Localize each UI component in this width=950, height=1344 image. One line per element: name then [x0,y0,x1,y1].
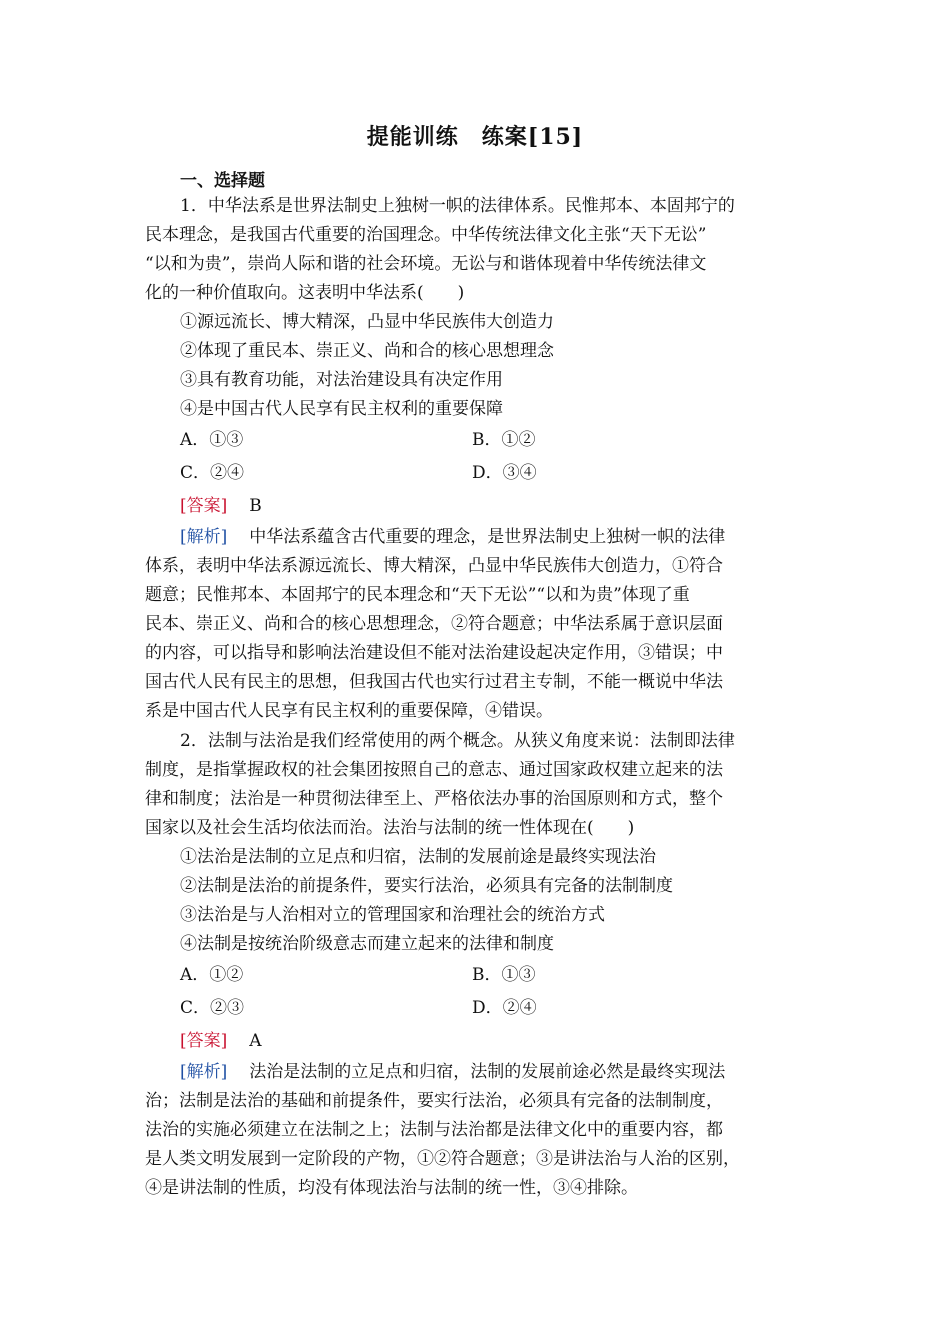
q1-analysis-line: 民本、崇正义、尚和合的核心思想理念，②符合题意；中华法系属于意识层面 [145,614,723,634]
q1-answer-label: [答案] [180,496,228,516]
q1-answer [145,490,815,523]
q1-analysis-line: 的内容，可以指导和影响法治建设但不能对法治建设起决定作用，③错误；中 [145,643,723,663]
q2-answer [145,1025,815,1058]
q2-option: ④法制是按统治阶级意志而建立起来的法律和制度 [180,934,554,954]
q2-answer-value: A [249,1031,262,1051]
q2-analysis-line: 是人类文明发展到一定阶段的产物，①②符合题意；③是讲法治与人治的区别， [145,1149,740,1169]
q2-choices-row [145,959,815,992]
q2-choice-b: B．①③ [472,965,536,985]
q1-analysis-line: 体系，表明中华法系源远流长、博大精深，凸显中华民族伟大创造力，①符合 [145,556,723,576]
q2-analysis-line: 法治的实施必须建立在法制之上；法制与法治都是法律文化中的重要内容，都 [145,1120,723,1140]
q2-choices-row [145,992,815,1025]
q1-stem-line: 1．中华法系是世界法制史上独树一帜的法律体系。民惟邦本、本固邦宁的 [180,196,735,216]
q1-option: ④是中国古代人民享有民主权利的重要保障 [180,399,503,419]
page-title: 提能训练 练案[15] [366,124,584,150]
q1-option: ③具有教育功能，对法治建设具有决定作用 [180,370,503,390]
q2-stem-line: 2．法制与法治是我们经常使用的两个概念。从狭义角度来说：法制即法律 [180,731,735,751]
q2-stem-line: 律和制度；法治是一种贯彻法律至上、严格依法办事的治国原则和方式，整个 [145,789,723,809]
q1-analysis [145,523,815,552]
q1-analysis-line: 系是中国古代人民享有民主权利的重要保障，④错误。 [145,701,553,721]
q1-analysis-line: 国古代人民有民主的思想，但我国古代也实行过君主专制，不能一概说中华法 [145,672,723,692]
q2-stem-line: 国家以及社会生活均依法而治。法治与法制的统一性体现在( ) [145,818,635,838]
q1-stem-line: “以和为贵”，崇尚人际和谐的社会环境。无讼与和谐体现着中华传统法律文 [145,254,707,274]
q2-analysis-line: 法治是法制的立足点和归宿，法制的发展前途必然是最终实现法 [249,1062,726,1082]
q1-choices-row [145,424,815,457]
q1-choice-a: A．①③ [180,430,244,450]
q1-choices-row [145,457,815,490]
q2-answer-label: [答案] [180,1031,228,1051]
q1-choice-d: D．③④ [472,463,537,483]
q2-option: ②法制是法治的前提条件，要实行法治，必须具有完备的法制制度 [180,876,673,896]
q2-option: ①法治是法制的立足点和归宿，法制的发展前途是最终实现法治 [180,847,656,867]
q2-choice-d: D．②④ [472,998,537,1018]
question-1 [145,192,815,726]
q1-option: ①源远流长、博大精深，凸显中华民族伟大创造力 [180,312,554,332]
q2-analysis [145,1058,815,1087]
q1-analysis-label: [解析] [180,527,228,547]
q2-analysis-label: [解析] [180,1062,228,1082]
q1-choice-c: C．②④ [180,463,245,483]
q2-choice-c: C．②③ [180,998,245,1018]
q1-choice-b: B．①② [472,430,536,450]
q1-analysis-line: 题意；民惟邦本、本固邦宁的民本理念和“天下无讼”“以和为贵”体现了重 [145,585,690,605]
q1-analysis-line: 中华法系蕴含古代重要的理念，是世界法制史上独树一帜的法律 [249,527,726,547]
q1-option: ②体现了重民本、崇正义、尚和合的核心思想理念 [180,341,554,361]
q1-answer-value: B [249,496,262,516]
q2-analysis-line: ④是讲法制的性质，均没有体现法治与法制的统一性，③④排除。 [145,1178,638,1198]
section-heading: 一、选择题 [180,171,265,191]
q1-stem-line: 民本理念，是我国古代重要的治国理念。中华传统法律文化主张“天下无讼” [145,225,707,245]
question-2 [145,727,815,1203]
q2-option: ③法治是与人治相对立的管理国家和治理社会的统治方式 [180,905,605,925]
q1-stem-line: 化的一种价值取向。这表明中华法系( ) [145,283,465,303]
q2-stem-line: 制度，是指掌握政权的社会集团按照自己的意志、通过国家政权建立起来的法 [145,760,723,780]
q2-analysis-line: 治；法制是法治的基础和前提条件，要实行法治，必须具有完备的法制制度， [145,1091,723,1111]
q2-choice-a: A．①② [180,965,244,985]
